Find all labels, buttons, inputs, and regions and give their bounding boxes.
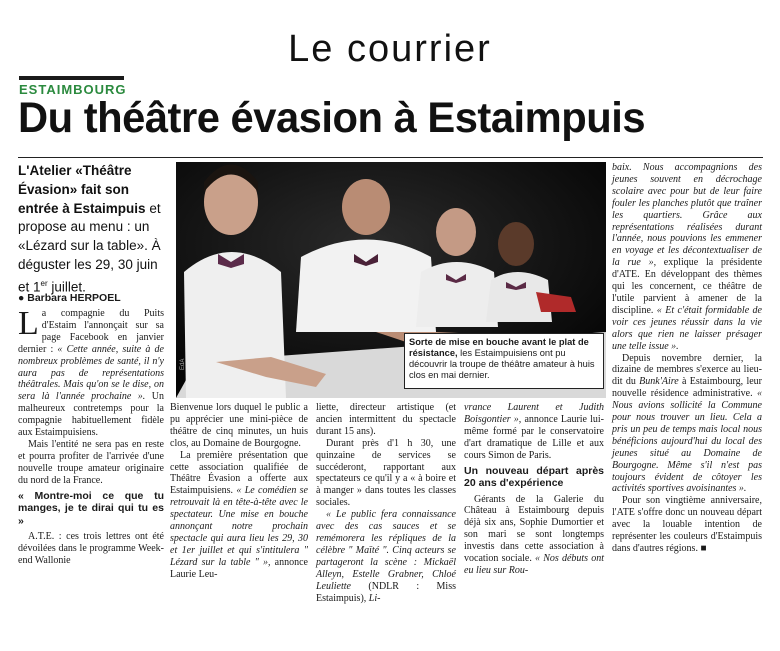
caption-rest: les Estaimpuisiens ont pu découvrir la troupe de théâtre amateur à huis clos en mai dernier.	[409, 348, 595, 380]
article-column-5	[612, 162, 762, 555]
col3-paragraph-3	[316, 509, 456, 604]
lead-bold: L'Atelier «Théâtre Évasion» fait son entrée à Estaimpuis	[18, 163, 146, 216]
col2-paragraph-1: Bienvenue lors duquel le public a pu apprécier une mini-pièce de théâtre de cinq minutes, un huis clos, au Domaine de Bourgogne.	[170, 402, 308, 449]
col5-quote-b: « Et c'était formidable de voir ces jeunes réussir dans la vie alors que rien ne laisser présager une telle issue ».	[612, 304, 762, 352]
dropcap: L	[18, 305, 39, 342]
col4-quote-b: « Nos débuts ont eu lieu sur Rou-	[464, 553, 604, 576]
col2-paragraph-2	[170, 450, 308, 581]
photo-credit: EdA	[180, 358, 186, 370]
col3-paragraph-1: liette, directeur artistique (et ancien intermittent du spectacle durant 15 ans).	[316, 402, 456, 437]
col5-quote: baix. Nous accompagnions des jeunes souvent en décrochage scolaire avec pour but de leur faire fouler les planches plutôt que traîner les quartiers. Grâce aux représentations réalisées durant l'année, nous pouvions les emmener en voyage et les décontextualiser de la rue »,	[612, 162, 762, 269]
col5-paragraph-1	[612, 162, 762, 353]
col2-text: La première présentation que cette association qualifiée de Théâtre Évasion a offerte aux Estaimpuisiens.	[170, 449, 308, 497]
col4-paragraph-1	[464, 402, 604, 462]
section-label: ESTAIMBOURG	[19, 82, 127, 97]
col1-subhead: « Montre-moi ce que tu manges, je te dirai qui tu es »	[18, 489, 164, 527]
article-column-2	[170, 402, 308, 581]
col1-text-b: Un malheureux contretemps pour la compagnie habituellement fidèle aux Estaimpuisiens.	[18, 391, 164, 439]
col5-text-c: à Estaimbourg, leur nouvelle résidence administrative.	[612, 376, 762, 400]
masthead: Le courrier	[288, 28, 492, 70]
col3-quote: « Le public fera connaissance avec des cas sauces et se remémorera les répliques de la célèbre " Maïté ". Cinq acteurs se partageront la scène : Mickaël Alleyn, Estelle Grabner, Chloé Leuliette	[316, 509, 456, 592]
photo-caption	[404, 333, 604, 389]
article-column-1	[18, 305, 164, 567]
lead-paragraph	[18, 162, 170, 297]
section-rule	[19, 76, 124, 80]
headline: Du théâtre évasion à Estaimpuis	[18, 94, 646, 142]
col5-text: explique la présidente d'ATE. En développant des thèmes qui les concernent, ce théâtre de l'utile parvient à amener de la discipline.	[612, 257, 763, 316]
headline-rule	[18, 157, 763, 158]
col1-paragraph-2: Mais l'entité ne sera pas en reste et pourra profiter de l'arrivée d'une nouvelle troupe amateur originaire du nord de la France.	[18, 438, 164, 486]
col3-quote-b: Li-	[368, 592, 381, 604]
lead-rest: et propose au menu : un «Lézard sur la table». À déguster les 29, 30 juin et 1	[18, 200, 161, 295]
caption-bold: Sorte de mise en bouche avant le plat de résistance,	[409, 337, 589, 358]
lead-sup: er	[40, 278, 48, 288]
col3-paragraph-2: Durant près d'1 h 30, une quinzaine de services se succéderont, rapportant aux spectateurs ce qu'il y a « à boire et à manger » dans toutes les classes sociales.	[316, 437, 456, 509]
col5-paragraph-3: Pour son vingtième anniversaire, l'ATE s'offre donc un nouveau départ avec la louable intention de représenter les couleurs d'Estaimpuis dans d'autres régions. ■	[612, 495, 762, 554]
article-column-4	[464, 402, 604, 577]
col2-text-b: annonce Laurie Leu-	[170, 556, 308, 580]
col4-paragraph-2	[464, 494, 604, 577]
col2-quote: « Le comédien se retrouvait là en tête-à-tête avec le spectateur. Une mise en bouche annonçant notre prochain spectacle qui aura lieu les 29, 30 et 1er juillet et qui s'intitulera " Lézard sur la table " »,	[170, 485, 308, 568]
col5-place: Bunk'Aire	[639, 376, 679, 388]
col5-paragraph-2	[612, 353, 762, 496]
col4-quote: vrance Laurent et Judith Boisgontier »,	[464, 402, 604, 425]
author-byline: ● Barbara HERPOEL	[18, 292, 121, 304]
col5-quote-c: « Nous avions sollicité la Commune pour nous trouver un lieu. Cela a pris un peu de temps mais local nous bénéficions aujourd'hui du local des jeunes situé au Domaine de Bourgogne. Même s'il n'est pas toujours évident de côtoyer les activités sportives avoisinantes ».	[612, 388, 762, 495]
col1-text: a compagnie du Puits d'Estaim l'annonçait sur sa page Facebook en janvier dernier :	[18, 308, 164, 355]
col4-subhead: Un nouveau départ après 20 ans d'expérience	[464, 464, 604, 490]
col4-text-b: Gérants de la Galerie du Château à Estaimbourg depuis déjà six ans, Sophie Dumortier et son mari se sont longtemps investis dans cette association à vocation sociale.	[464, 493, 604, 565]
col4-text: annonce Laurie lui-même formé par le conservatoire d'art dramatique de Lille et aux cours Simon de Paris.	[464, 413, 605, 461]
col5-text-b: Depuis novembre dernier, la dizaine de membres s'exerce au lieu-dit du	[612, 352, 762, 388]
col1-quote: « Cette année, suite à de nombreux problèmes de santé, il n'y aura pas de représentations théâtrales. Mais qu'on se le dise, on sera là l'année prochaine ».	[18, 343, 164, 403]
col3-text: (NDLR : Miss Estaimpuis),	[316, 580, 456, 604]
article-column-3	[316, 402, 456, 604]
col1-paragraph-1	[18, 305, 164, 439]
lead-end: juillet.	[47, 279, 86, 295]
col1-paragraph-3: A.T.E. : ces trois lettres ont été dévoilées dans le programme Week-end Wallonie	[18, 531, 164, 566]
